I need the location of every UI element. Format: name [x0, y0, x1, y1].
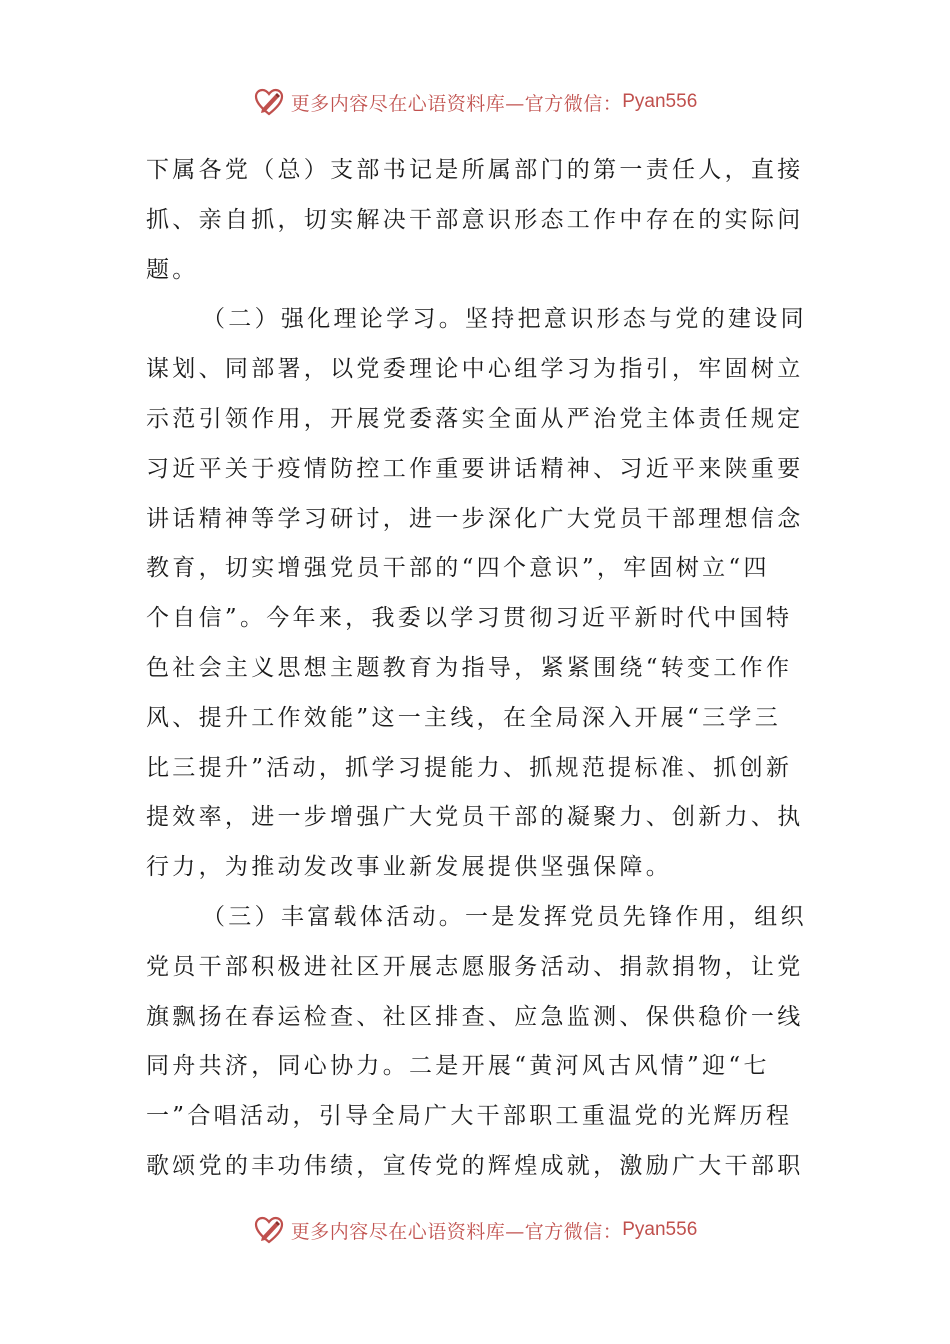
- footer-wechat-id: Pyan556: [622, 1219, 698, 1240]
- footer-banner: [0, 1210, 950, 1250]
- pen-heart-logo-icon: [253, 86, 285, 118]
- text-line: 党员干部积极进社区开展志愿服务活动、捐款捐物，让党: [146, 953, 804, 980]
- text-line: 比三提升”活动，抓学习提能力、抓规范提标准、抓创新: [146, 754, 793, 781]
- text-line: 行力，为推动发改事业新发展提供坚强保障。: [146, 854, 672, 881]
- text-line: 歌颂党的丰功伟绩，宣传党的辉煌成就，激励广大干部职: [146, 1152, 804, 1179]
- text-line: 抓、亲自抓，切实解决干部意识形态工作中存在的实际问: [146, 206, 804, 233]
- text-line: 色社会主义思想主题教育为指导，紧紧围绕“转变工作作: [146, 654, 793, 681]
- text-line: 讲话精神等学习研讨，进一步深化广大党员干部理想信念: [146, 505, 804, 532]
- text-line: 同舟共济，同心协力。二是开展“黄河风古风情”迎“七: [146, 1053, 770, 1080]
- pen-heart-logo-icon: [253, 1214, 285, 1246]
- header-banner-text: 更多内容尽在心语资料库—官方微信：: [290, 92, 623, 115]
- text-line: 个自信”。今年来，我委以学习贯彻习近平新时代中国特: [146, 605, 793, 632]
- text-line: 谋划、同部署，以党委理论中心组学习为指引，牢固树立: [146, 356, 804, 383]
- text-line: 下属各党（总）支部书记是所属部门的第一责任人，直接: [146, 157, 804, 183]
- text-line: 风、提升工作效能”这一主线，在全局深入开展“三学三: [146, 704, 782, 731]
- section-heading-line: （二）强化理论学习。坚持把意识形态与党的建设同: [202, 306, 807, 333]
- header-banner: [0, 82, 950, 122]
- section-heading-line: （三）丰富载体活动。一是发挥党员先锋作用，组织: [202, 903, 807, 930]
- text-line: 提效率，进一步增强广大党员干部的凝聚力、创新力、执: [146, 804, 804, 831]
- footer-banner-text: 更多内容尽在心语资料库—官方微信：: [290, 1220, 623, 1243]
- text-line: 旗飘扬在春运检查、社区排查、应急监测、保供稳价一线: [146, 1003, 804, 1030]
- text-line: 一”合唱活动，引导全局广大干部职工重温党的光辉历程: [146, 1103, 793, 1130]
- document-body: [146, 146, 806, 1192]
- text-line: 教育，切实增强党员干部的“四个意识”，牢固树立“四: [146, 555, 770, 582]
- text-line: 习近平关于疫情防控工作重要讲话精神、习近平来陕重要: [146, 455, 804, 482]
- header-wechat-id: Pyan556: [622, 91, 698, 112]
- text-line: 示范引领作用，开展党委落实全面从严治党主体责任规定: [146, 405, 804, 432]
- text-line: 题。: [146, 256, 199, 283]
